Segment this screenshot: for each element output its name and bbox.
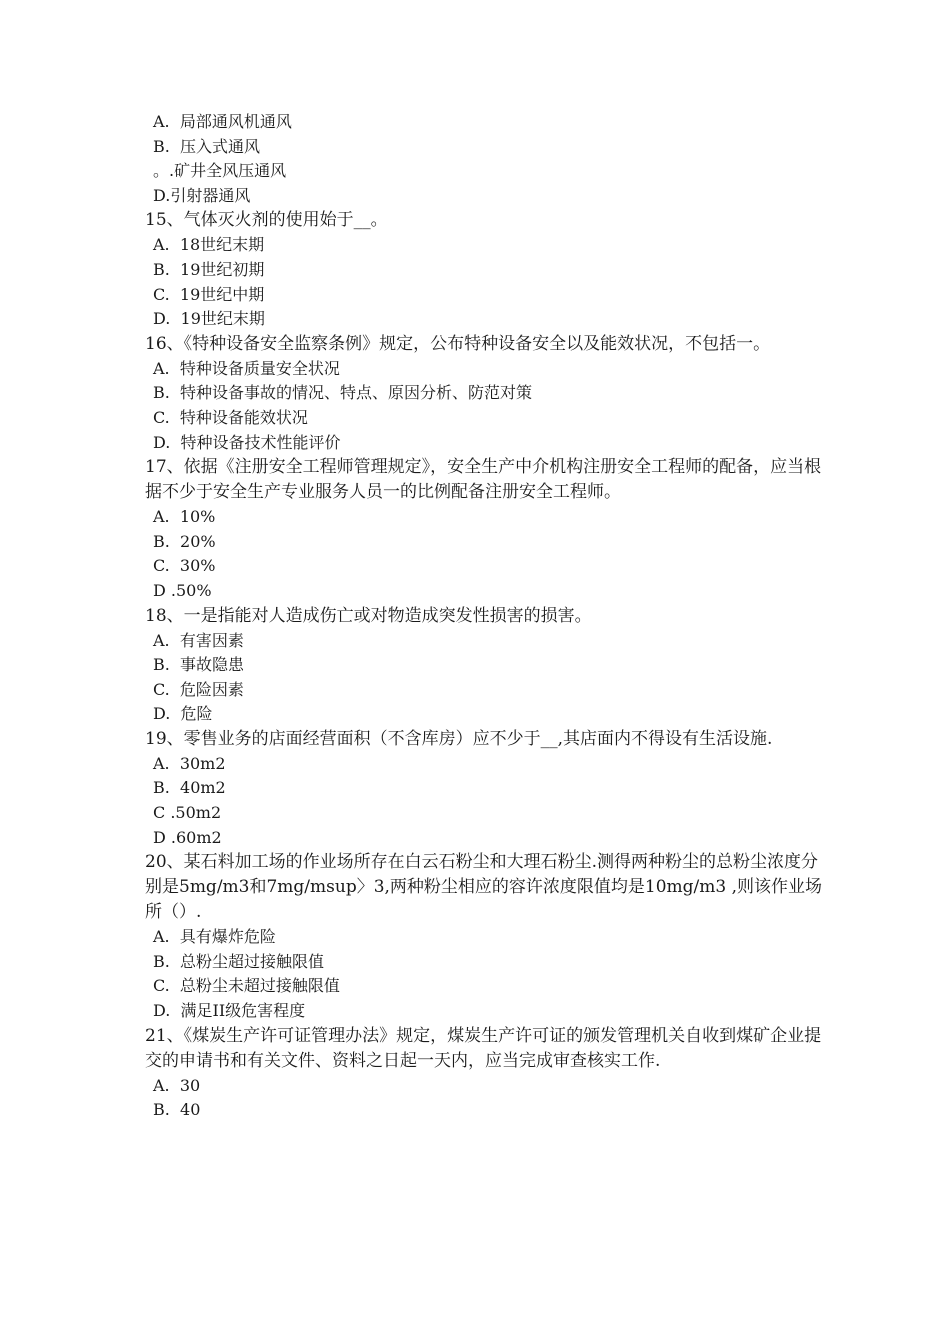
- answer-option: A. 30m2: [153, 753, 226, 773]
- answer-option: A. 18世纪末期: [153, 235, 265, 255]
- answer-option: B. 事故隐患: [153, 655, 245, 675]
- answer-option: A. 有害因素: [153, 630, 244, 650]
- answer-option: D. 19世纪末期: [153, 309, 265, 329]
- answer-option: B. 19世纪初期: [153, 259, 265, 279]
- answer-option: C. 30%: [153, 556, 216, 576]
- question-text: 16、《特种设备安全监察条例》规定，公布特种设备安全以及能效状况，不包括一。: [145, 333, 771, 354]
- answer-option: B. 40m2: [153, 778, 226, 798]
- question-text: 20、某石料加工场的作业场所存在白云石粉尘和大理石粉尘.测得两种粉尘的总粉尘浓度分别是5mg/m3和7mg/msup〉3,两种粉尘相应的容许浓度限值均是10mg/m3 ,则该作业场所（）.: [145, 852, 823, 923]
- answer-option: 。.矿井全风压通风: [153, 161, 287, 181]
- question-text: 17、依据《注册安全工程师管理规定》，安全生产中介机构注册安全工程师的配备，应当根据不少于安全生产专业服务人员一的比例配备注册安全工程师。: [145, 457, 822, 503]
- answer-option: B. 压入式通风: [153, 136, 261, 156]
- answer-option: A. 具有爆炸危险: [153, 927, 276, 947]
- answer-option: C. 特种设备能效状况: [153, 407, 308, 427]
- question-text: 21、《煤炭生产许可证管理办法》规定，煤炭生产许可证的颁发管理机关自收到煤矿企业提交的申请书和有关文件、资料之日起一天内，应当完成审查核实工作.: [145, 1025, 822, 1071]
- answer-option: C. 危险因素: [153, 679, 244, 699]
- answer-option: D.引射器通风: [153, 185, 251, 205]
- answer-option: D. 危险: [153, 704, 213, 724]
- answer-option: B. 40: [153, 1100, 201, 1120]
- answer-option: B. 20%: [153, 531, 216, 551]
- answer-option: C. 总粉尘未超过接触限值: [153, 976, 340, 996]
- answer-option: A. 特种设备质量安全状况: [153, 358, 340, 378]
- answer-option: B. 总粉尘超过接触限值: [153, 951, 325, 971]
- answer-option: A. 30: [153, 1075, 201, 1095]
- answer-option: D .50%: [153, 580, 212, 600]
- question-text: 15、气体灭火剂的使用始于__。: [145, 210, 388, 231]
- question-text: 18、一是指能对人造成伤亡或对物造成突发性损害的损害。: [145, 605, 592, 626]
- question-text: 19、零售业务的店面经营面积（不含库房）应不少于__,其店面内不得设有生活设施.: [145, 728, 773, 749]
- answer-option: A. 局部通风机通风: [153, 112, 292, 131]
- answer-option: C. 19世纪中期: [153, 284, 265, 304]
- answer-option: D. 满足II级危害程度: [153, 1001, 306, 1021]
- answer-option: A. 10%: [153, 507, 216, 527]
- answer-option: C .50m2: [153, 803, 222, 823]
- document-body: [145, 110, 825, 1123]
- answer-option: B. 特种设备事故的情况、特点、原因分析、防范对策: [153, 383, 533, 403]
- answer-option: D. 特种设备技术性能评价: [153, 432, 341, 452]
- answer-option: D .60m2: [153, 827, 222, 847]
